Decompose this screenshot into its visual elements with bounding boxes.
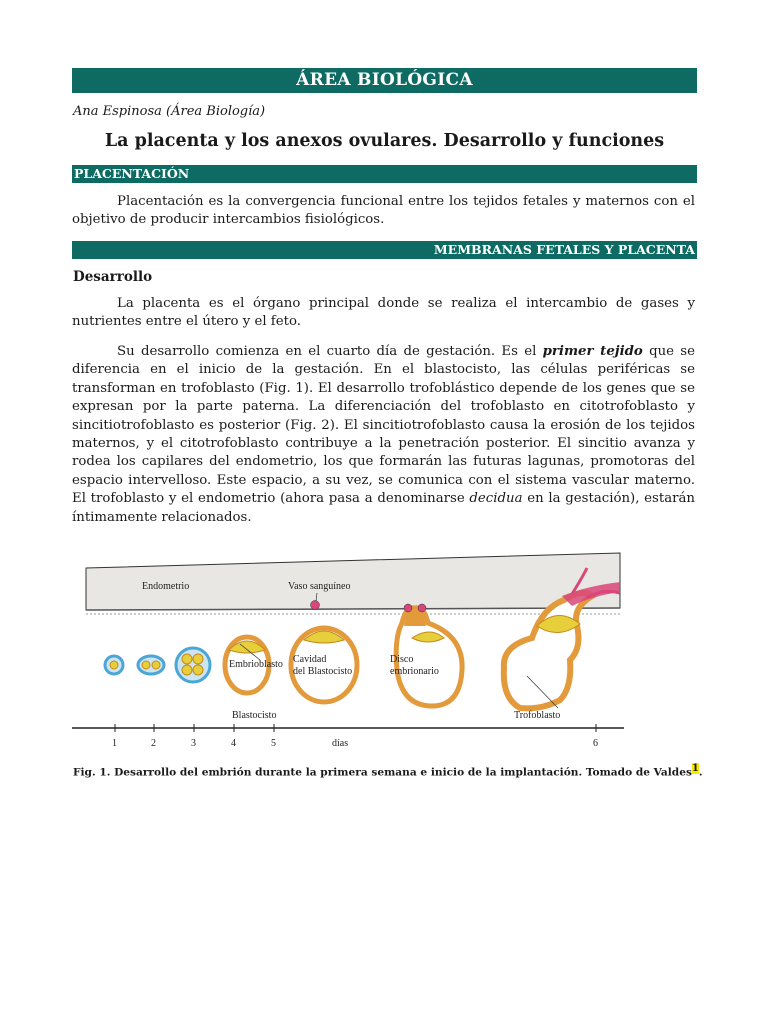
label-blastocisto: Blastocisto bbox=[232, 710, 277, 721]
label-embrioblasto: Embrioblasto bbox=[229, 659, 283, 670]
section-heading-membranas: MEMBRANAS FETALES Y PLACENTA bbox=[72, 241, 697, 259]
stage-day-2 bbox=[138, 656, 164, 674]
document-title: La placenta y los anexos ovulares. Desarrollo y funciones bbox=[104, 131, 665, 151]
desarrollo-paragraph-2 bbox=[72, 343, 695, 527]
tick-3: 3 bbox=[191, 738, 196, 749]
p2-text-c: en la gestación), estarán íntimamente relacionados. bbox=[72, 491, 695, 525]
tick-6: 6 bbox=[593, 738, 598, 749]
subheading-desarrollo: Desarrollo bbox=[73, 269, 153, 285]
caption-reference[interactable]: 1 bbox=[691, 763, 699, 774]
tick-4: 4 bbox=[231, 738, 236, 749]
label-cavidad-2: del Blastocisto bbox=[293, 666, 353, 677]
label-disco-2: embrionario bbox=[390, 666, 439, 677]
label-cavidad-1: Cavidad bbox=[293, 654, 327, 665]
label-disco-1: Disco bbox=[390, 654, 414, 665]
stage-day-3 bbox=[176, 648, 210, 682]
blood-vessel-dot bbox=[311, 601, 320, 610]
caption-end: . bbox=[698, 766, 703, 779]
label-trofoblasto: Trofoblasto bbox=[514, 710, 561, 721]
axis-label-dias: días bbox=[332, 738, 349, 749]
author: Ana Espinosa (Área Biología) bbox=[73, 104, 266, 119]
section-heading-placentacion: PLACENTACIÓN bbox=[72, 165, 697, 183]
p2-text-a: Su desarrollo comienza en el cuarto día de gestación. Es el bbox=[117, 344, 543, 359]
tick-2: 2 bbox=[151, 738, 156, 749]
label-vaso: Vaso sanguíneo bbox=[288, 581, 351, 592]
p2-text-b: que se diferencia en el inicio de la gestación. En el blastocisto, las células periféricas se transforman en trofoblasto (Fig. 1). El desarrollo trofoblástico depende de los genes que se expresan por la parte paterna. La diferenciación del trofoblasto en citotrofoblasto y sincitiotrofoblasto es posterior (Fig. 2). El sincitiotrofoblasto causa la erosión de los tejidos maternos, y el citotrofoblasto contribuye a la penetración posterior. El sincitio avanza y rodea los capilares del endometrio, los que formarán las futuras lagunas, promotoras del espacio intervelloso. Este espacio, a su vez, se comunica con el sistema vascular materno. El trofoblasto y el endometrio (ahora pasa a denominarse bbox=[72, 344, 695, 507]
tick-1: 1 bbox=[112, 738, 117, 749]
figure-caption bbox=[73, 763, 703, 779]
stage-day-5 bbox=[291, 628, 357, 702]
area-banner: ÁREA BIOLÓGICA bbox=[72, 68, 697, 93]
placentacion-paragraph: Placentación es la convergencia funcional entre los tejidos fetales y maternos con el objetivo de producir intercambios fisiológicos. bbox=[72, 194, 695, 228]
stage-day-1 bbox=[105, 656, 123, 674]
p2-italic: decidua bbox=[469, 491, 523, 507]
label-endometrio: Endometrio bbox=[142, 581, 190, 592]
embryo-development-figure bbox=[72, 548, 624, 758]
tick-5: 5 bbox=[271, 738, 276, 749]
p2-emphasis: primer tejido bbox=[542, 344, 643, 359]
desarrollo-paragraph-1: La placenta es el órgano principal donde se realiza el intercambio de gases y nutrientes entre el útero y el feto. bbox=[72, 296, 695, 330]
caption-text: Fig. 1. Desarrollo del embrión durante la primera semana e inicio de la implantación. Tomado de Valdes bbox=[73, 766, 692, 779]
